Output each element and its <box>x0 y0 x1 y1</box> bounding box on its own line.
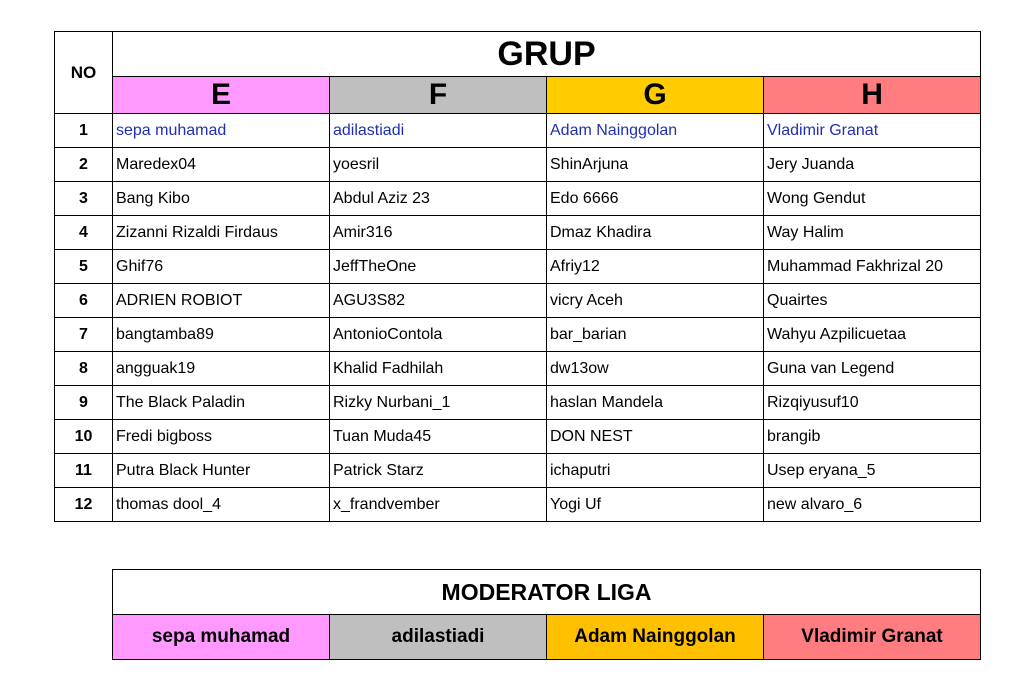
participant-name: ichaputri <box>547 454 764 488</box>
participant-name: x_frandvember <box>330 488 547 522</box>
participant-name: AGU3S82 <box>330 284 547 318</box>
table-row <box>55 114 981 148</box>
participant-name: Rizqiyusuf10 <box>764 386 981 420</box>
participant-name: vicry Aceh <box>547 284 764 318</box>
row-number: 4 <box>55 216 113 250</box>
row-number: 12 <box>55 488 113 522</box>
participant-name: dw13ow <box>547 352 764 386</box>
row-number: 8 <box>55 352 113 386</box>
table-row <box>55 488 981 522</box>
participant-name: angguak19 <box>113 352 330 386</box>
group-header-f: F <box>330 77 547 114</box>
participant-name: ADRIEN ROBIOT <box>113 284 330 318</box>
table-row <box>55 216 981 250</box>
participant-name: Dmaz Khadira <box>547 216 764 250</box>
participant-name: Ghif76 <box>113 250 330 284</box>
participant-name: bar_barian <box>547 318 764 352</box>
moderator-group-e: sepa muhamad <box>113 615 330 660</box>
group-table <box>54 31 981 522</box>
participant-name: DON NEST <box>547 420 764 454</box>
participant-name: Zizanni Rizaldi Firdaus <box>113 216 330 250</box>
table-row <box>55 182 981 216</box>
participant-name: yoesril <box>330 148 547 182</box>
group-title: GRUP <box>113 32 981 77</box>
participant-name: brangib <box>764 420 981 454</box>
moderator-group-f: adilastiadi <box>330 615 547 660</box>
participant-name: Putra Black Hunter <box>113 454 330 488</box>
group-header-g: G <box>547 77 764 114</box>
participant-name: Guna van Legend <box>764 352 981 386</box>
participant-name: Wong Gendut <box>764 182 981 216</box>
participant-name: new alvaro_6 <box>764 488 981 522</box>
participant-name: Tuan Muda45 <box>330 420 547 454</box>
participant-name: Khalid Fadhilah <box>330 352 547 386</box>
group-header-e: E <box>113 77 330 114</box>
participant-name: Fredi bigboss <box>113 420 330 454</box>
participant-name: haslan Mandela <box>547 386 764 420</box>
participant-name: Patrick Starz <box>330 454 547 488</box>
participant-name: sepa muhamad <box>113 114 330 148</box>
table-row <box>55 420 981 454</box>
table-row <box>55 318 981 352</box>
participant-name: bangtamba89 <box>113 318 330 352</box>
participant-name: Quairtes <box>764 284 981 318</box>
row-number: 10 <box>55 420 113 454</box>
participant-name: The Black Paladin <box>113 386 330 420</box>
row-number: 9 <box>55 386 113 420</box>
group-header-h: H <box>764 77 981 114</box>
participant-name: adilastiadi <box>330 114 547 148</box>
table-row <box>55 148 981 182</box>
participant-name: Yogi Uf <box>547 488 764 522</box>
row-number: 2 <box>55 148 113 182</box>
participant-name: Jery Juanda <box>764 148 981 182</box>
row-number: 11 <box>55 454 113 488</box>
table-row <box>55 454 981 488</box>
participant-name: Adam Nainggolan <box>547 114 764 148</box>
participant-name: Afriy12 <box>547 250 764 284</box>
table-row <box>55 386 981 420</box>
participant-name: Edo 6666 <box>547 182 764 216</box>
participant-name: Vladimir Granat <box>764 114 981 148</box>
participant-name: Maredex04 <box>113 148 330 182</box>
row-number: 1 <box>55 114 113 148</box>
participant-name: JeffTheOne <box>330 250 547 284</box>
row-number: 6 <box>55 284 113 318</box>
participant-name: Usep eryana_5 <box>764 454 981 488</box>
table-row <box>55 352 981 386</box>
participant-name: Bang Kibo <box>113 182 330 216</box>
moderator-table <box>112 569 981 660</box>
participant-name: AntonioContola <box>330 318 547 352</box>
participant-name: Rizky Nurbani_1 <box>330 386 547 420</box>
moderator-title: MODERATOR LIGA <box>113 570 981 615</box>
participant-name: Way Halim <box>764 216 981 250</box>
moderator-group-h: Vladimir Granat <box>764 615 981 660</box>
row-number: 5 <box>55 250 113 284</box>
row-number: 3 <box>55 182 113 216</box>
participant-name: Muhammad Fakhrizal 20 <box>764 250 981 284</box>
participant-name: ShinArjuna <box>547 148 764 182</box>
participant-name: thomas dool_4 <box>113 488 330 522</box>
no-column-header: NO <box>55 32 113 114</box>
moderator-group-g: Adam Nainggolan <box>547 615 764 660</box>
participant-name: Wahyu Azpilicuetaa <box>764 318 981 352</box>
table-row <box>55 284 981 318</box>
row-number: 7 <box>55 318 113 352</box>
participant-name: Abdul Aziz 23 <box>330 182 547 216</box>
participant-name: Amir316 <box>330 216 547 250</box>
table-row <box>55 250 981 284</box>
